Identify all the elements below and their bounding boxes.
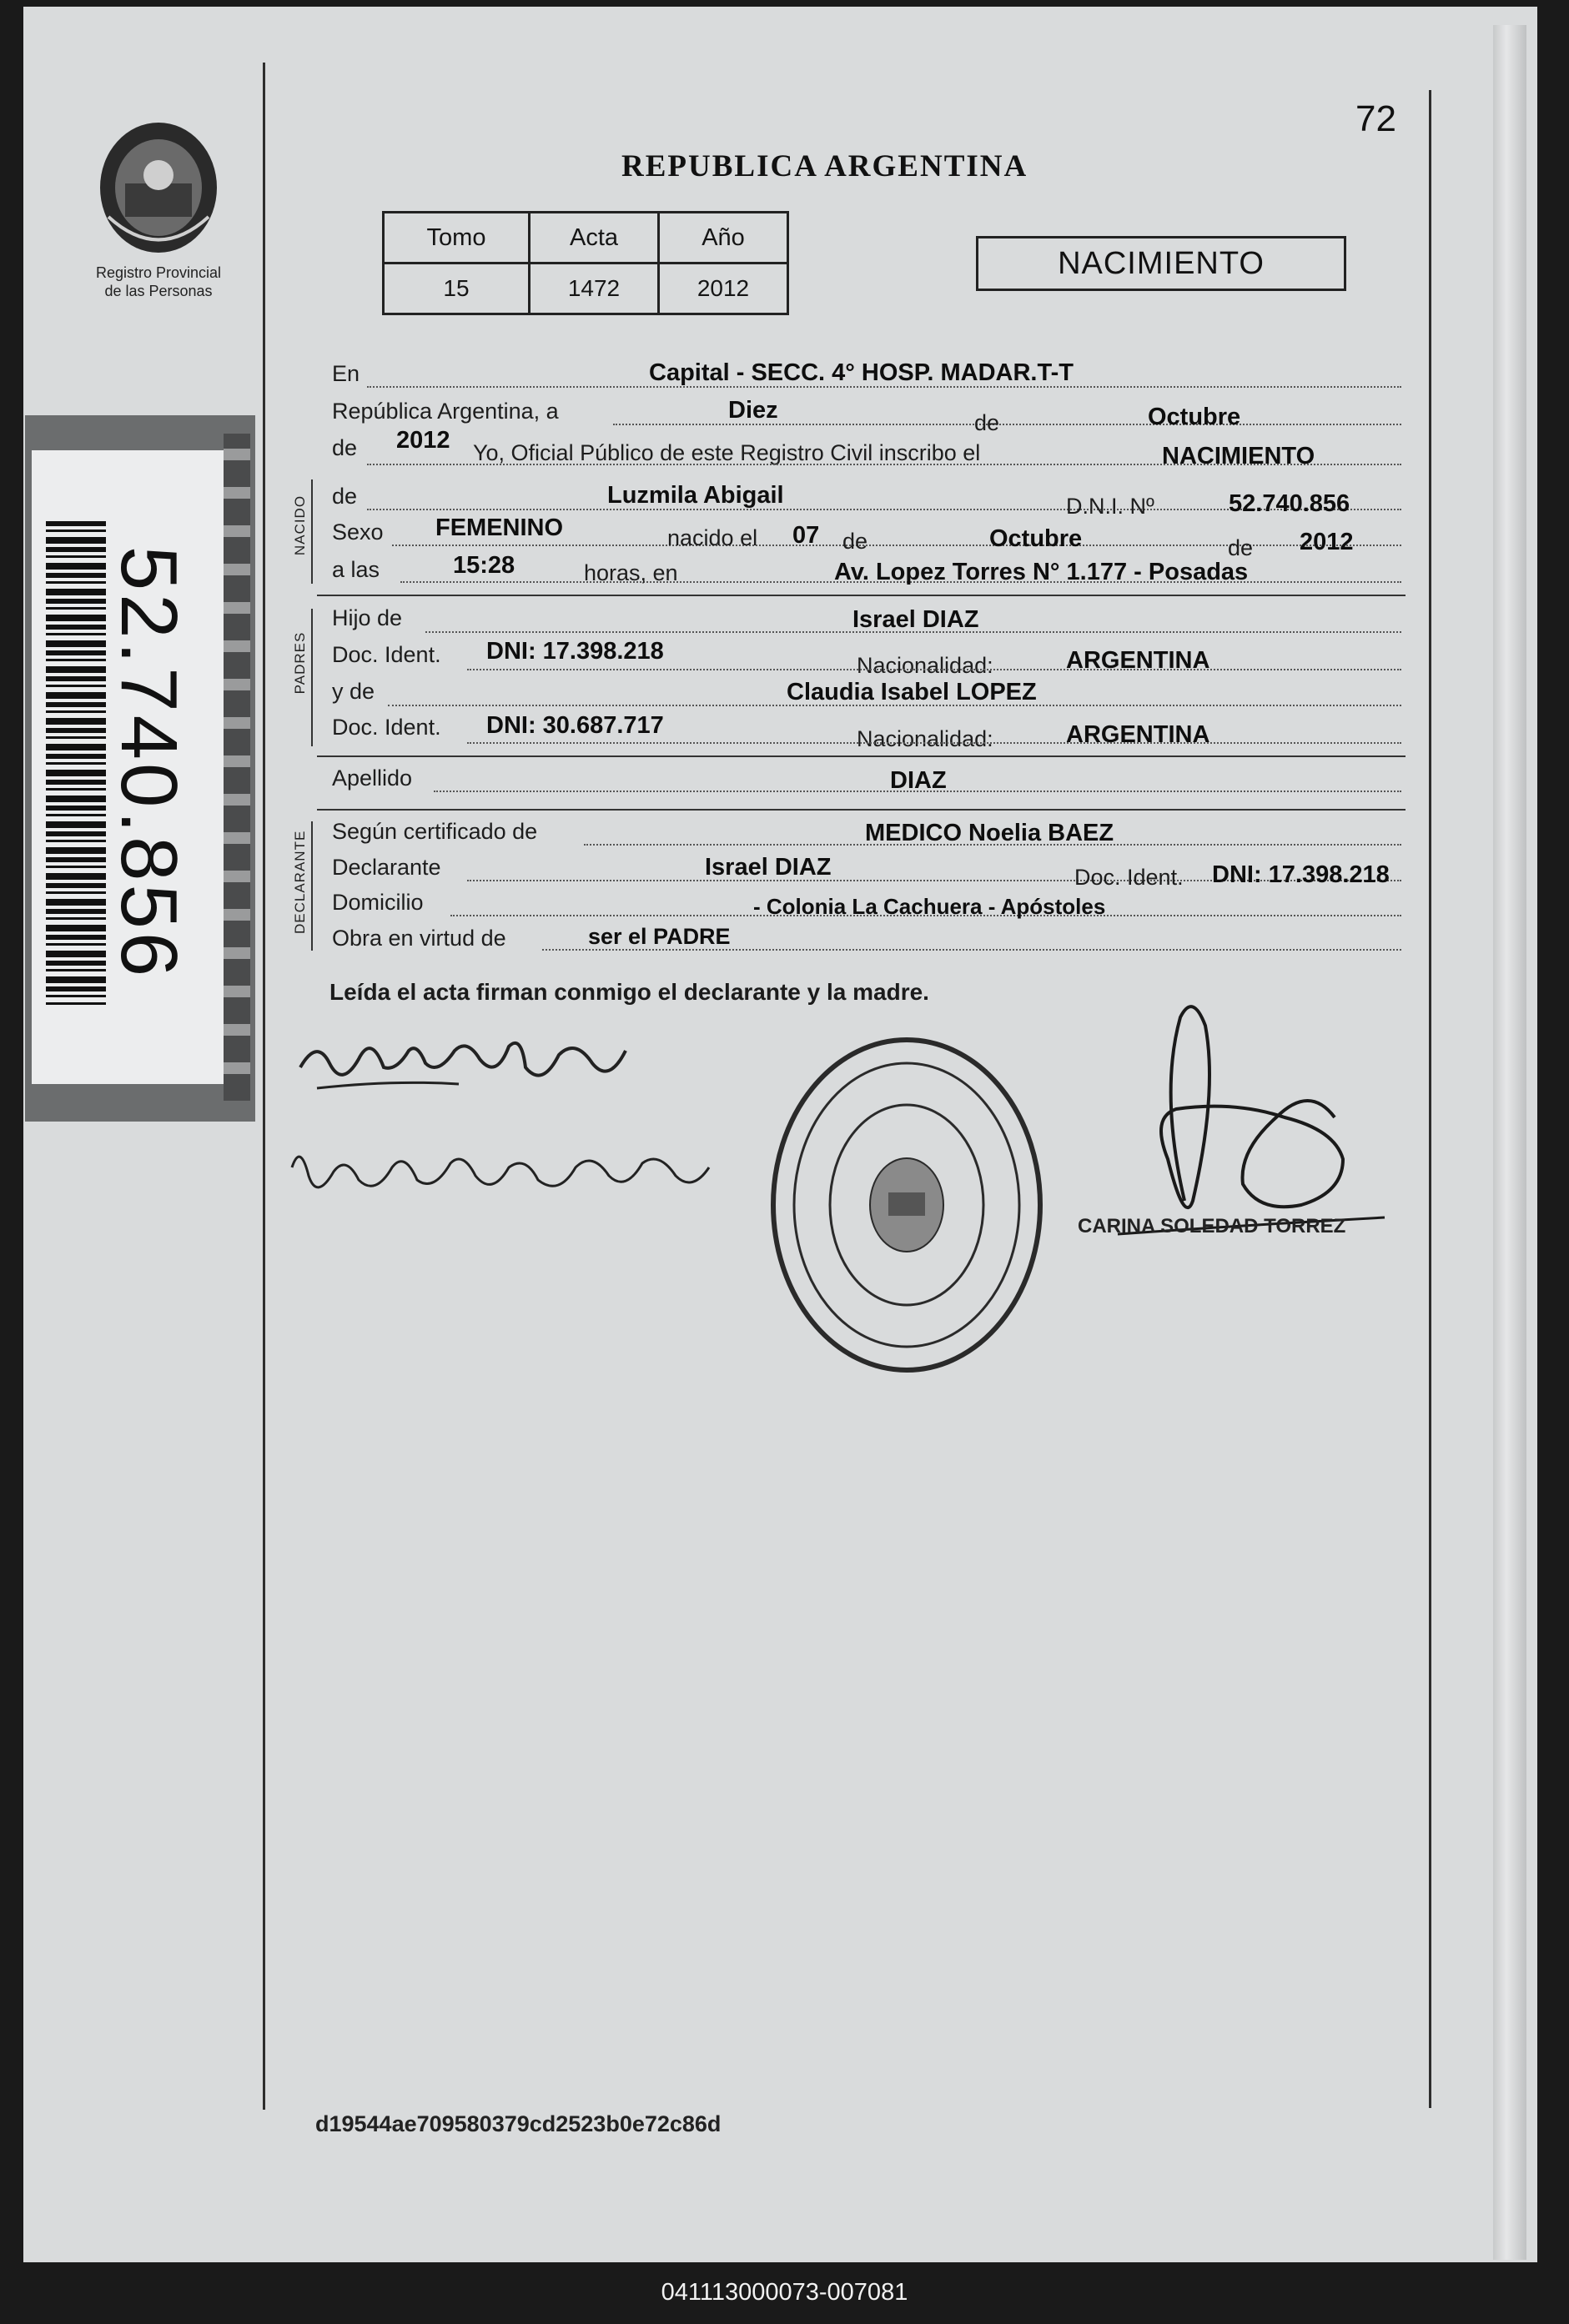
padres-section-label: PADRES <box>292 631 308 695</box>
right-margin-rule <box>1429 90 1431 2108</box>
birth-day: 07 <box>792 522 820 549</box>
declarant-name: Israel DIAZ <box>705 854 832 881</box>
nacido-label: nacido el <box>667 525 758 550</box>
nacionalidad-label: Nacionalidad: <box>857 726 993 751</box>
left-margin-rule <box>263 63 265 2110</box>
header-acta: Acta <box>530 213 659 264</box>
security-pattern <box>224 434 250 1101</box>
closing-text: Leída el acta firman conmigo el declarante y la madre. <box>329 979 929 1005</box>
value-anio: 2012 <box>659 264 788 314</box>
de2-label: de <box>332 435 358 460</box>
statement-text: Yo, Oficial Público de este Registro Civil inscribo el <box>473 440 981 465</box>
de-label: de <box>842 529 868 554</box>
mother-nationality: ARGENTINA <box>1066 721 1210 748</box>
alas-label: a las <box>332 557 380 582</box>
apellido-value: DIAZ <box>890 767 947 794</box>
value-acta: 1472 <box>530 264 659 314</box>
nacionalidad-label: Nacionalidad: <box>857 653 993 678</box>
header-anio: Año <box>659 213 788 264</box>
obra-label: Obra en virtud de <box>332 926 506 951</box>
de-label: de <box>1228 535 1254 560</box>
day-value: Diez <box>728 397 778 424</box>
de-label: de <box>332 484 358 509</box>
section-divider <box>317 755 1406 757</box>
declarante-section-label: DECLARANTE <box>292 830 308 934</box>
doc-label: Doc. Ident. <box>332 715 441 740</box>
birth-year: 2012 <box>1300 529 1354 555</box>
province-emblem <box>92 117 225 259</box>
obra-value: ser el PADRE <box>588 924 731 949</box>
month-value: Octubre <box>1148 404 1241 430</box>
value-tomo: 15 <box>384 264 530 314</box>
page-edge <box>1493 25 1526 2260</box>
country-title: REPUBLICA ARGENTINA <box>621 149 1028 183</box>
child-dni: 52.740.856 <box>1229 490 1350 517</box>
official-seal <box>763 1030 1051 1380</box>
sexo-label: Sexo <box>332 520 384 545</box>
record-table <box>382 211 789 315</box>
barcode-icon <box>46 521 106 1005</box>
de-label: de <box>974 410 1000 435</box>
declarante-label: Declarante <box>332 855 441 880</box>
year-value: 2012 <box>396 427 450 454</box>
father-doc: DNI: 17.398.218 <box>486 638 664 665</box>
yde-label: y de <box>332 679 375 704</box>
birth-place: Av. Lopez Torres N° 1.177 - Posadas <box>834 559 1249 585</box>
sexo-value: FEMENINO <box>435 514 564 541</box>
section-bar <box>311 821 313 951</box>
cert-value: MEDICO Noelia BAEZ <box>865 820 1114 846</box>
scan-code: 041113000073-007081 <box>661 2279 908 2306</box>
place-value: Capital - SECC. 4° HOSP. MADAR.T-T <box>649 359 1074 386</box>
dotted-line <box>467 669 1401 670</box>
header-tomo: Tomo <box>384 213 530 264</box>
birth-time: 15:28 <box>453 552 515 579</box>
father-signature <box>292 1021 651 1113</box>
hijo-label: Hijo de <box>332 605 403 630</box>
apellido-label: Apellido <box>332 765 413 791</box>
republica-label: República Argentina, a <box>332 399 559 424</box>
mother-doc: DNI: 30.687.717 <box>486 712 664 739</box>
dotted-line <box>467 742 1401 744</box>
declarant-doc: DNI: 17.398.218 <box>1212 861 1390 888</box>
doc-label: Doc. Ident. <box>1074 865 1184 890</box>
act-value: NACIMIENTO <box>1162 443 1315 469</box>
mother-signature <box>284 1134 734 1226</box>
document-hash: d19544ae709580379cd2523b0e72c86d <box>315 2111 722 2136</box>
nacido-section-label: NACIDO <box>292 494 308 556</box>
father-name: Israel DIAZ <box>852 606 979 633</box>
registry-name: Registro Provincial de las Personas <box>95 264 222 299</box>
domicilio-label: Domicilio <box>332 890 424 915</box>
section-divider <box>317 809 1406 811</box>
father-nationality: ARGENTINA <box>1066 647 1210 674</box>
dni-label: D.N.I. Nº <box>1066 494 1154 519</box>
section-bar <box>311 609 313 746</box>
doc-label: Doc. Ident. <box>332 642 441 667</box>
mother-name: Claudia Isabel LOPEZ <box>787 679 1037 705</box>
en-label: En <box>332 361 360 386</box>
domicile-value: - Colonia La Cachuera - Apóstoles <box>753 894 1106 919</box>
certificado-label: Según certificado de <box>332 819 538 844</box>
official-name: CARINA SOLEDAD TORREZ <box>1078 1215 1346 1237</box>
barcode-number: 52.740.856 <box>104 545 194 981</box>
horas-label: horas, en <box>584 560 678 585</box>
child-name: Luzmila Abigail <box>607 482 784 509</box>
section-divider <box>317 595 1406 596</box>
page-number: 72 <box>1355 98 1396 139</box>
section-bar <box>311 479 313 584</box>
act-type-box: NACIMIENTO <box>976 236 1346 291</box>
birth-month: Octubre <box>989 525 1083 552</box>
